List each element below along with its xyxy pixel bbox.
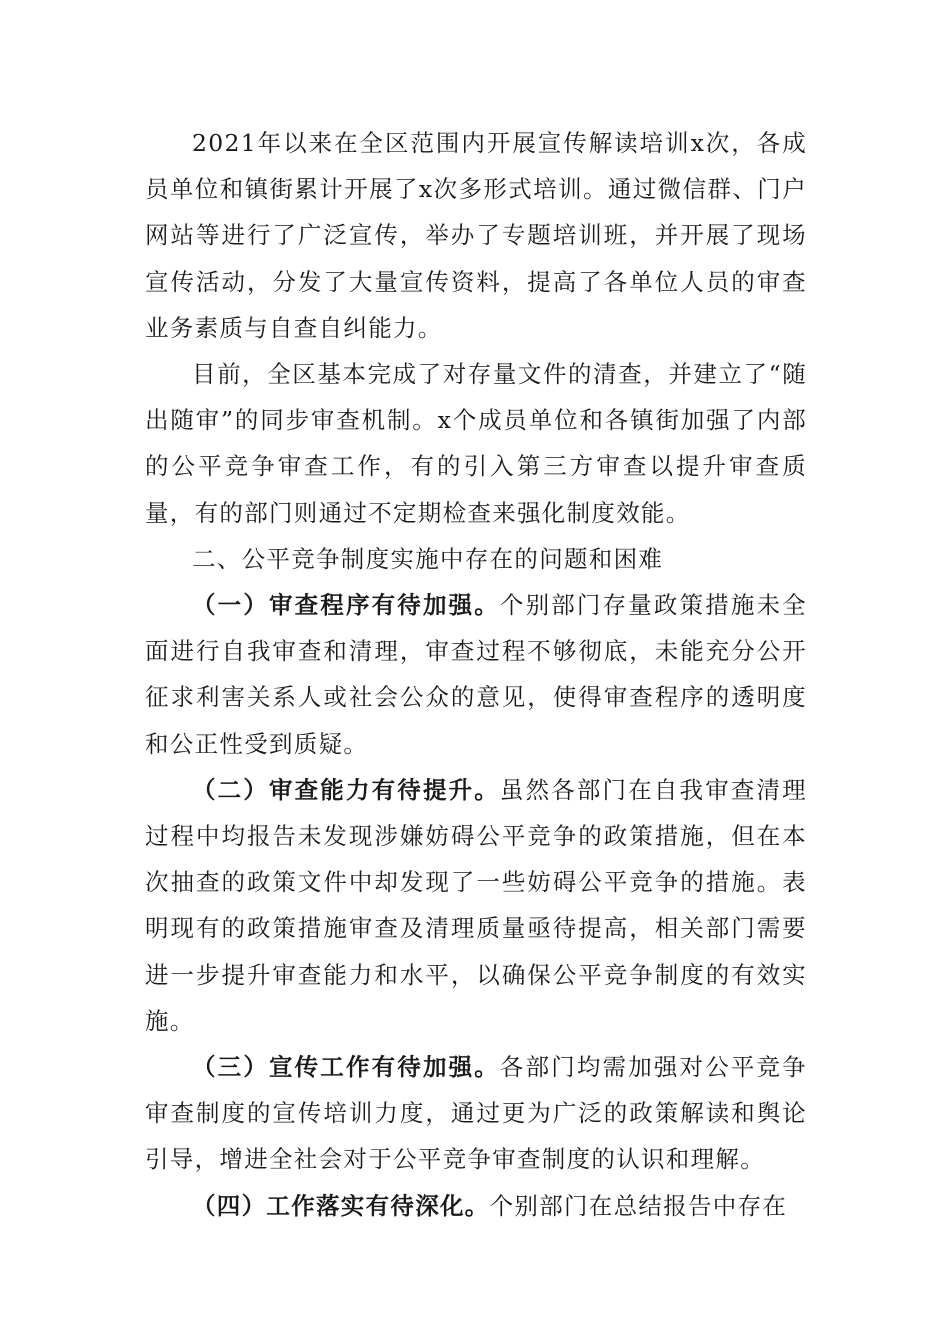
issue-paragraph-3 — [145, 1044, 807, 1183]
issue-lead-4: （四）工作落实有待深化。 — [192, 1191, 490, 1220]
paragraph-training: 2021年以来在全区范围内开展宣传解读培训x次，各成员单位和镇街累计开展了x次多形式培训。通过微信群、门户网站等进行了广泛宣传，举办了专题培训班，并开展了现场宣传活动，分发了大量宣传资料，提高了各单位人员的审查业务素质与自查自纠能力。 — [145, 129, 807, 342]
issue-paragraph-4 — [145, 1183, 807, 1229]
issue-paragraph-2 — [145, 767, 807, 1044]
issue-lead-1: （一）审查程序有待加强。 — [192, 591, 500, 620]
paragraph-review-status: 目前，全区基本完成了对存量文件的清查，并建立了“随出随审”的同步审查机制。x个成员单位和各镇街加强了内部的公平竞争审查工作，有的引入第三方审查以提升审查质量，有的部门则通过不定期检查来强化制度效能。 — [145, 360, 807, 527]
issue-text-4: 个别部门在总结报告中存在 — [489, 1191, 788, 1220]
issue-paragraph-1 — [145, 582, 807, 767]
section-heading: 二、公平竞争制度实施中存在的问题和困难 — [192, 544, 664, 573]
issue-text-3: 各部门均需加强对公平竞争审查制度的宣传培训力度，通过更为广泛的政策解读和舆论引导，增进全社会对于公平竞争审查制度的认识和理解。 — [145, 1053, 807, 1174]
issue-text-2: 虽然各部门在自我审查清理过程中均报告未发现涉嫌妨碍公平竞争的政策措施，但在本次抽查的政策文件中却发现了一些妨碍公平竞争的措施。表明现有的政策措施审查及清理质量亟待提高，相关部门需要进一步提升审查能力和水平，以确保公平竞争制度的有效实施。 — [145, 775, 807, 1035]
issue-lead-2: （二）审查能力有待提升。 — [192, 775, 500, 804]
issue-lead-3: （三）宣传工作有待加强。 — [192, 1053, 500, 1082]
document-page — [145, 120, 807, 1229]
issue-text-1: 个别部门存量政策措施未全面进行自我审查和清理，审查过程不够彻底，未能充分公开征求利害关系人或社会公众的意见，使得审查程序的透明度和公正性受到质疑。 — [145, 591, 807, 758]
